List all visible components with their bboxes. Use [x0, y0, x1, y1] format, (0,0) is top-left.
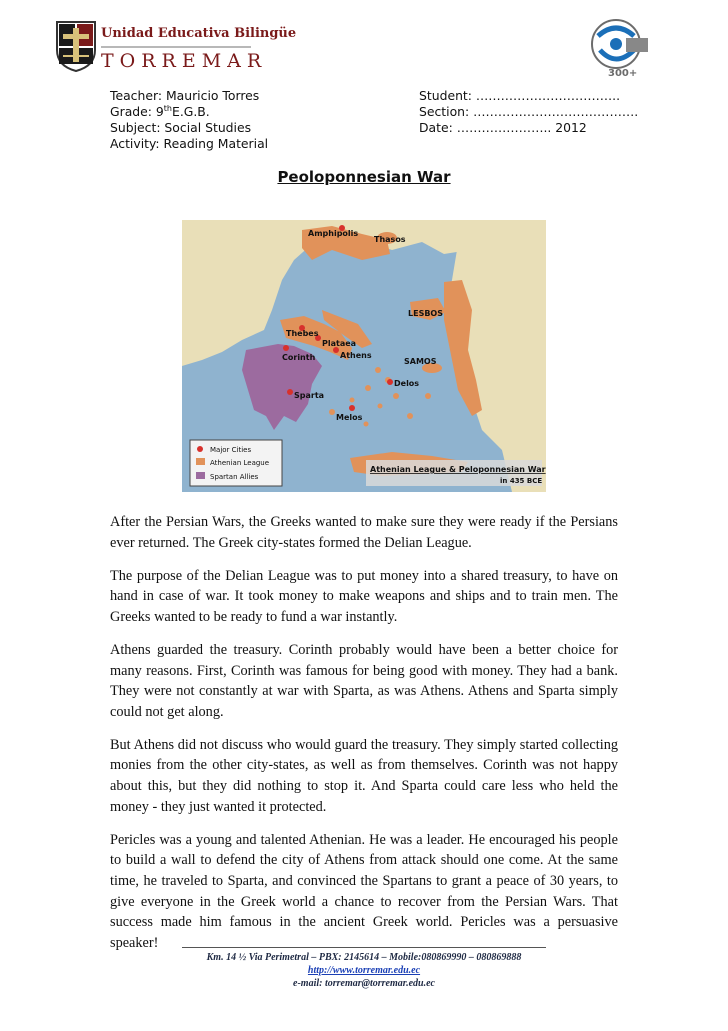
greece-map: [182, 220, 546, 492]
map-island: [407, 413, 413, 419]
footer-email[interactable]: e-mail: torremar@torremar.edu.ec: [293, 978, 435, 989]
map-label-lesbos: LESBOS: [408, 309, 443, 318]
legend-spartan-allies: Spartan Allies: [210, 473, 259, 481]
school-logo: [55, 20, 297, 76]
legend-city-marker: [197, 446, 203, 452]
legend-athenian-league: Athenian League: [210, 459, 270, 467]
grade-sup: th: [163, 104, 172, 113]
map-label-plataea: Plataea: [322, 339, 357, 348]
paragraph: The purpose of the Delian League was to put money into a shared treasury, to have on hand in case of war. It took money to make weapons and ships and to train men. The Greeks wanted to be ready to fund a war instantly.: [110, 567, 618, 625]
map-label-samos: SAMOS: [404, 357, 437, 366]
map-label-athens: Athens: [340, 351, 372, 360]
subject-line: Subject: Social Studies: [110, 120, 252, 135]
map-island: [378, 404, 383, 409]
legend-major-cities: Major Cities: [210, 446, 252, 454]
document-title: Peoloponnesian War: [277, 168, 451, 186]
map-island: [329, 409, 335, 415]
paragraph: After the Persian Wars, the Greeks wanted to make sure they were ready if the Persians ever returned. The Greek city-states formed the Delian League.: [110, 514, 618, 551]
map-caption-title: Athenian League & Peloponnesian War: [370, 465, 546, 474]
paragraph: But Athens did not discuss who would guard the treasury. They simply started collecting monies from the other city-states, as well as from themselves. Corinth was not happy about this, but they did nothing to stop it. And Sparta could care less who held the money - they just wanted it protected.: [110, 736, 618, 815]
school-shield-icon: [55, 20, 97, 72]
footer-address: Km. 14 ½ Via Perimetral – PBX: 2145614 – Mobile:080869990 – 080869888: [206, 952, 522, 963]
map-label-delos: Delos: [394, 379, 420, 388]
grade-suffix: E.G.B.: [172, 104, 210, 119]
map-city-melos: [349, 405, 355, 411]
map-island: [375, 367, 381, 373]
reading-text: [110, 512, 618, 966]
footer-divider: [182, 947, 546, 948]
school-subtitle: Unidad Educativa Bilingüe: [101, 26, 297, 41]
legend-athenian-swatch: [196, 458, 205, 465]
map-city-corinth: [283, 345, 289, 351]
paragraph: Athens guarded the treasury. Corinth probably would have been a better choice for many reasons. First, Corinth was famous for being good with money. They had a bank. They were not constantly at war with Sparta, as was Athens. Athens and Sparta simply could not get along.: [110, 641, 618, 720]
badge-count: 300+: [608, 68, 638, 79]
student-line: Student: ……………………………..: [419, 88, 621, 103]
map-island: [365, 385, 371, 391]
activity-line: Activity: Reading Material: [110, 136, 269, 151]
map-island: [425, 393, 431, 399]
teacher-line: Teacher: Mauricio Torres: [110, 88, 260, 103]
paragraph: Pericles was a young and talented Athenian. He was a leader. He encouraged his people to build a wall to defend the city of Athens from attack should one come. At the same time, he traveled to Sparta, and convinced the Spartans to grant a peace of 30 years, to give everyone in the Greek world a chance to recover from the Persian Wars. That success made him famous in the ancient Greek world. Pericles was a persuasive speaker!: [110, 831, 618, 951]
grade-line: [110, 104, 268, 120]
map-label-amphipolis: Amphipolis: [308, 229, 359, 238]
map-island: [350, 398, 355, 403]
grade-prefix: Grade: 9: [110, 104, 164, 119]
map-label-sparta: Sparta: [294, 391, 325, 400]
logo-divider: [101, 46, 251, 48]
map-label-thebes: Thebes: [286, 329, 319, 338]
map-city-delos: [387, 379, 393, 385]
map-label-melos: Melos: [336, 413, 363, 422]
student-info: [419, 88, 638, 136]
map-label-corinth: Corinth: [282, 353, 316, 362]
date-line: Date: ………………….. 2012: [419, 120, 587, 135]
school-name: TORREMAR: [101, 50, 268, 72]
footer-url-link[interactable]: http://www.torremar.edu.ec: [307, 965, 421, 976]
map-legend: [190, 440, 282, 486]
map-label-thasos: Thasos: [374, 235, 406, 244]
section-line: Section: ………………………………….: [419, 104, 639, 119]
map-island: [364, 422, 369, 427]
legend-spartan-swatch: [196, 472, 205, 479]
map-caption-year: in 435 BCE: [500, 477, 543, 485]
map-city-sparta: [287, 389, 293, 395]
teacher-info: [110, 88, 268, 152]
map-caption: [366, 460, 546, 486]
map-island: [393, 393, 399, 399]
